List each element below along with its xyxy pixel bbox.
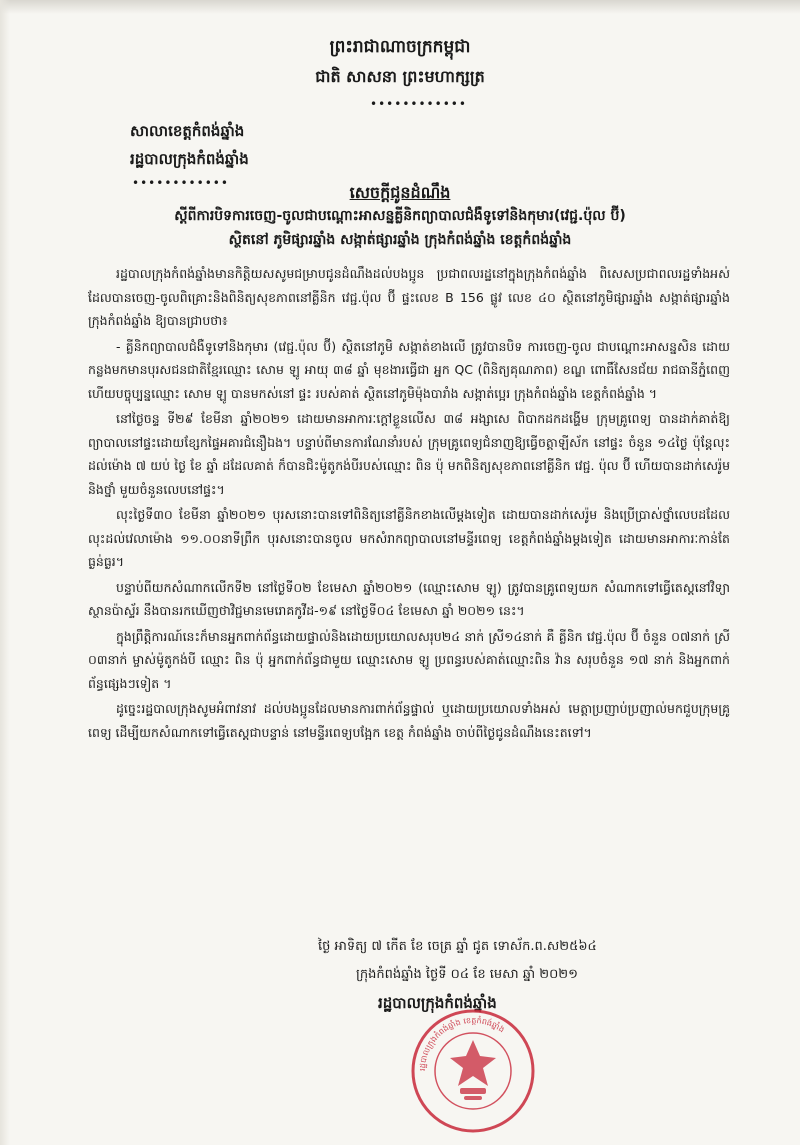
- paragraph-appeal: ដូច្នេះរដ្ឋបាលក្រុងសូមអំពាវនាវ ដល់បងប្អូនដែលមានការពាក់ព័ន្ធផ្ទាល់ ឬដោយប្រយោលទាំងអស់ មេត្តាប្រញាប់ប្រញាល់មកជួបក្រុមគ្រូពេទ្យ ដើម្បីយកសំណាកទៅធ្វើតេស្តជាបន្ទាន់ នៅមន្ទីរពេទ្យបង្អែក ខេត្ត កំពង់ឆ្នាំង ចាប់ពីថ្ងៃជូនដំណឹងនេះតទៅ។: [88, 701, 730, 740]
- document-title: សេចក្តីជូនដំណឹង: [349, 183, 451, 202]
- announcement-body: [88, 262, 730, 746]
- scan-edge-left: [0, 0, 10, 1145]
- paragraph-clinic-closure: - គ្លីនិកព្យាបាលជំងឺទូទៅនិងកុមារ (វេជ្ជ.ប៉ុល ប៊ី) ស្ថិតនៅភូមិ សង្កាត់ខាងលើ ត្រូវបានបិទ ការចេញ-ចូល ជាបណ្ដោះអាសន្នសិន ដោយកន្លងមកមានបុរសជនជាតិខ្មែរឈ្មោះ សោម ឡូ អាយុ ៣៨ ឆ្នាំ មុខងារធ្វើជា អ្នក QC (ពិនិត្យគុណភាព) ខណ្ឌ ពោធិ៍សែនជ័យ រាជធានីភ្នំពេញ ហើយបច្ចុប្បន្នឈ្មោះ សោម ឡូ បានមកស់នៅ ផ្ទះ របស់គាត់ ស្ថិតនៅភូមិម៉ុងបារាំង សង្កាត់ប្អេរ ក្រុងកំពង់ឆ្នាំង ខេត្តកំពង់ឆ្នាំង ។: [88, 338, 730, 401]
- reference-number-placeholder: ••••••••••••: [132, 176, 229, 190]
- city-administration: រដ្ឋបាលក្រុងកំពង់ឆ្នាំង: [130, 150, 249, 168]
- signing-authority: រដ្ឋបាលក្រុងកំពង់ឆ្នាំង: [378, 994, 497, 1012]
- provincial-office: សាលាខេត្តកំពង់ឆ្នាំង: [130, 122, 245, 140]
- official-seal-icon: [410, 1008, 536, 1134]
- paragraph-intro: រដ្ឋបាលក្រុងកំពង់ឆ្នាំងមានកិត្តិយសសូមជម្រាបជូនដំណឹងដល់បងប្អូន ប្រជាពលរដ្ឋនៅក្នុងក្រុងកំពង់ឆ្នាំង ពិសេសប្រជាពលរដ្ឋទាំងអស់ ដែលបានចេញ-ចូលពិគ្រោះនិងពិនិត្យសុខភាពនៅគ្លីនិក វេជ្ជ.ប៉ុល ប៊ី ផ្ទះលេខ B 156 ផ្លូវ លេខ ៤០ ស្ថិតនៅភូមិផ្សារឆ្នាំង សង្កាត់ផ្សារឆ្នាំង ក្រុងកំពង់ឆ្នាំង ឱ្យបានជ្រាបថា៖: [88, 266, 730, 328]
- scan-edge-top: [0, 0, 800, 14]
- kingdom-heading: ព្រះរាជាណាចក្រកម្ពុជា: [329, 37, 471, 57]
- paragraph-march-30: លុះថ្ងៃទី៣០ ខែមីនា ឆ្នាំ២០២១ បុរសនោះបានទៅពិនិត្យនៅគ្លីនិកខាងលើម្ដងទៀត ដោយបានដាក់សេរ៉ូម និងប្រើប្រាស់ថ្នាំលេបដដែល លុះដល់វេលាម៉ោង ១១.០០នាទីព្រឹក បុរសនោះបានចូល មកសំរាកព្យាបាលនៅមន្ទីរពេទ្យ ខេត្តកំពង់ឆ្នាំងម្ដងទៀត ដោយមានអាការៈកាន់តែធ្ងន់ធ្ងរ។: [88, 507, 730, 569]
- national-motto: ជាតិ សាសនា ព្រះមហាក្សត្រ: [315, 67, 485, 86]
- lunar-date: ថ្ងៃ អាទិត្យ ៧ កេីត ខែ ចេត្រ ឆ្នាំ ជូត ទោស័ក.ព.ស២៥៦៤: [318, 939, 597, 954]
- subject-line-1: ស្តីពីការបិទការចេញ-ចូលជាបណ្ដោះអាសន្នគ្លីនិកព្យាបាលជំងឺទូទៅនិងកុមារ(វេជ្ជ.ប៉ុល ប៊ី): [174, 208, 626, 224]
- paragraph-march-29: នៅថ្ងៃចន្ទ ទី២៩ ខែមីនា ឆ្នាំ២០២១ ដោយមានអាការៈក្តៅខ្លួនលើស ៣៨ អង្សាសេ ពិបាកដកដង្ហើម ក្រុមគ្រូពេទ្យ បានដាក់គាត់ឱ្យព្យាបាលនៅផ្ទះដោយខ្សែកផ្ទៃអគារជំនឿឯង។ បន្ទាប់ពីមានការណែនាំរបស់ ក្រុមគ្រូពេទ្យជំនាញឱ្យធ្វើចត្តាឡីស័ក នៅផ្ទះ ចំនួន ១៤ថ្ងៃ ប៉ុន្តែលុះដល់ម៉ោង ៧ យប់ ថ្ងៃ ខែ ឆ្នាំ ដដែលគាត់ ក៏បានជិះម៉ូតូកង់បីរបស់ឈ្មោះ ពិន ប៉ុ មកពិនិត្យសុខភាពនៅគ្លីនិក វេជ្ជ. ប៉ុល ប៊ី ហើយបានដាក់សេរ៉ូមនិងថ្នាំ មួយចំនួនលេបនៅផ្ទះ។: [88, 411, 730, 497]
- motto-separator: ••••••••••••: [370, 97, 467, 111]
- subject-line-2: ស្ថិតនៅ ភូមិផ្សារឆ្នាំង សង្កាត់ផ្សារឆ្នាំង ក្រុងកំពង់ឆ្នាំង ខេត្តកំពង់ឆ្នាំង: [228, 232, 572, 248]
- seal-text: រដ្ឋបាលក្រុងកំពង់ឆ្នាំង ខេត្តកំពង់ឆ្នាំង: [417, 1015, 507, 1072]
- paragraph-test-result: បន្ទាប់ពីយកសំណាកលើកទី២ នៅថ្ងៃទី០២ ខែមេសា ឆ្នាំ២០២១ (ឈ្មោះសោម ឡូ) ត្រូវបានគ្រូពេទ្យយក សំណាកទៅធ្វើតេស្តនៅវិទ្យាស្ថានប៉ាស្ទ័រ នឹងបានរកឃើញថាវិជ្ជមានមេរោគកូវីដ-១៩ នៅថ្ងៃទី០៤ ខែមេសា ឆ្នាំ ២០២១ នេះ។: [88, 579, 730, 618]
- paragraph-contacts: ក្នុងព្រឹត្តិការណ៍នេះក៏មានអ្នកពាក់ព័ន្ធដោយផ្ទាល់និងដោយប្រយោលសរុប២៤ នាក់ ស្រី១៤នាក់ គឺ គ្លីនិក វេជ្ជ.ប៉ុល ប៊ី ចំនួន ០៧នាក់ ស្រី ០៣នាក់ ម្ចាស់ម៉ូតូកង់បី ឈ្មោះ ពិន ប៉ុ អ្នកពាក់ព័ន្ធជាមួយ ឈ្មោះសោម ឡូ ប្រពន្ធរបស់គាត់ឈ្មោះពិន វ៉ាន សរុបចំនួន ១៧ នាក់ និងអ្នកពាក់ព័ន្ធផ្សេងៗទៀត ។: [88, 628, 730, 691]
- seal-emblem: [450, 1040, 496, 1100]
- city-and-date: ក្រុងកំពង់ឆ្នាំង ថ្ងៃទី ០៤ ខែ មេសា ឆ្នាំ ២០២១: [356, 967, 578, 982]
